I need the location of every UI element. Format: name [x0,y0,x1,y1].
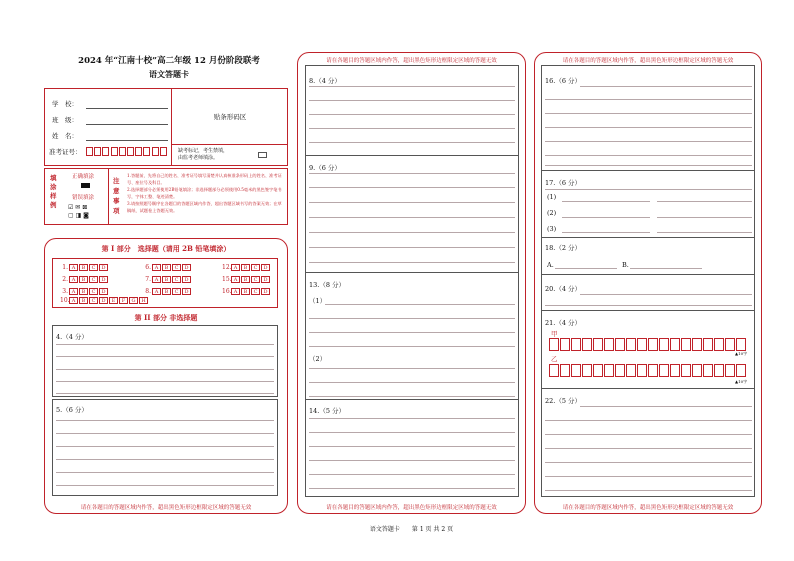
grid-cell[interactable] [549,364,559,377]
choice-option[interactable]: C [172,276,181,283]
answer-line[interactable] [309,446,515,447]
choice-option[interactable]: D [99,297,108,304]
answer-line[interactable] [309,488,515,489]
q20-label: 20.（4 分） [545,285,582,293]
q18-a-field[interactable] [555,268,617,269]
answer-line[interactable] [56,459,274,460]
bottom-note-middle: 请在各题目的答题区域内作答，超出黑色矩形边框限定区域的答题无效 [326,505,497,511]
name-field[interactable] [86,140,168,141]
grid-cell[interactable] [659,364,669,377]
absent-checkbox [258,152,267,158]
exam-no-cell[interactable] [86,147,93,156]
q8-label: 8.（4 分） [309,77,341,85]
q18-a-label: A. [547,261,554,269]
wrong-check-icon: ☑ ✉ ⊠ [68,204,88,211]
answer-line[interactable] [56,420,274,421]
exam-no-label: 准考证号： [49,148,82,156]
choice-number: 10. [60,297,70,304]
q13-q14-divider [305,399,519,400]
choice-option[interactable]: B [241,288,250,295]
choice-option[interactable]: A [69,264,78,271]
choice-option[interactable]: A [152,288,161,295]
school-label: 学 校： [52,100,78,108]
answer-line[interactable] [309,346,515,347]
answer-line[interactable] [56,472,274,473]
grid-cell[interactable] [604,338,614,351]
answer-line[interactable] [56,369,274,370]
part1-title: 第 I 部分 选择题（请用 2B 铅笔填涂） [101,244,231,253]
fill-correct-label: 正确填涂 [72,174,95,180]
grid-cell[interactable] [736,364,746,377]
page-footer: 语文答题卡 第 1 页 共 2 页 [369,526,454,533]
choice-row [60,297,149,304]
choice-option[interactable]: B [79,264,88,271]
q13-2-label: （2） [309,355,327,363]
top-note-middle: 请在各题目的答题区域内作答，超出黑色矩形边框限定区域的答题无效 [326,58,497,64]
choice-row [143,288,192,295]
grid-cell[interactable] [670,338,680,351]
answer-line[interactable] [562,217,650,218]
answer-line[interactable] [562,201,650,202]
answer-line[interactable] [309,318,515,319]
choice-number: 7. [145,276,151,283]
fill-wrong-label: 错误填涂 [72,195,95,201]
choice-option[interactable]: D [99,264,108,271]
grid-cell[interactable] [681,338,691,351]
q9-label: 9.（6 分） [309,164,341,172]
answer-line[interactable] [56,381,274,382]
grid-cell[interactable] [714,338,724,351]
choice-option[interactable]: G [129,297,138,304]
q5-label: 5.（6 分） [56,406,88,414]
answer-line[interactable] [545,189,752,190]
choice-row [60,288,109,295]
grid-cell[interactable] [604,364,614,377]
notice-text: 1.答题前，先将自己的姓名、准考证号填写清楚并认真核准条形码上的姓名、准考证号、座位号及科目。 2.选择题部分必须使用2B铅笔填涂；非选择题部分必须使用0.5毫米的黑色签字笔书写，字体工整、笔迹清楚。 3.请按照题号顺序在各题目的答题区域内作答，超出答题区域书写的答案无效；在草稿纸、试题卷上答题无效。 [127,173,282,213]
choice-option[interactable]: C [251,288,260,295]
answer-line[interactable] [545,420,752,421]
barcode-area: 贴条形码区 [213,113,247,121]
part2-title: 第 II 部分 非选择题 [134,313,198,322]
grid-cell[interactable] [615,338,625,351]
q9-q13-divider [305,272,519,273]
answer-line[interactable] [545,141,752,142]
grid-cell[interactable] [615,364,625,377]
choice-number: 8. [145,288,151,295]
exam-no-cell[interactable] [127,147,134,156]
grid-cell[interactable] [659,338,669,351]
choice-option[interactable]: A [69,288,78,295]
grid-cell[interactable] [648,364,658,377]
answer-line[interactable] [309,202,515,203]
exam-no-cell[interactable] [160,147,167,156]
choice-row [222,264,271,271]
grid-cell[interactable] [626,364,636,377]
q18-divider [541,274,755,275]
answer-line[interactable] [309,382,515,383]
grid-cell[interactable] [714,364,724,377]
answer-line[interactable] [309,217,515,218]
class-label: 班 级： [52,116,78,124]
answer-line[interactable] [56,344,274,345]
q21-yi-mark: ▲10字 [735,379,748,384]
q16-divider [541,170,755,171]
wrong-slash-icon: ▢ ◨ ◙ [68,212,89,219]
choice-option[interactable]: D [261,264,270,271]
q13-label: 13.（8 分） [309,281,346,289]
choice-option[interactable]: F [119,297,128,304]
exam-no-cell[interactable] [119,147,126,156]
notice-label: 注意事项 [113,177,120,215]
answer-line[interactable] [580,406,752,407]
choice-row [222,276,271,283]
q18-label: 18.（2 分） [545,244,582,252]
choice-option[interactable]: B [79,276,88,283]
choice-option[interactable]: D [182,288,191,295]
answer-line[interactable] [309,128,515,129]
choice-option[interactable]: B [162,288,171,295]
class-field[interactable] [86,124,168,125]
choice-option[interactable]: D [99,288,108,295]
choice-option[interactable]: D [261,276,270,283]
grid-cell[interactable] [637,364,647,377]
bottom-note-right: 请在各题目的答题区域内作答，超出黑色矩形边框限定区域的答题无效 [562,505,734,511]
answer-line[interactable] [545,434,752,435]
fill-correct-mark [81,183,90,188]
grid-cell[interactable] [626,338,636,351]
choice-row [143,276,192,283]
answer-line[interactable] [545,165,752,166]
answer-line[interactable] [562,232,650,233]
answer-line[interactable] [56,485,274,486]
q17-divider [541,237,755,238]
answer-line[interactable] [309,474,515,475]
choice-option[interactable]: C [172,288,181,295]
grid-cell[interactable] [703,338,713,351]
exam-no-cell[interactable] [102,147,109,156]
choice-option[interactable]: C [89,264,98,271]
school-field[interactable] [86,108,168,109]
grid-cell[interactable] [571,364,581,377]
q21-yi-label: 乙 [551,355,558,363]
answer-line[interactable] [325,304,515,305]
answer-line[interactable] [309,418,515,419]
grid-cell[interactable] [736,338,746,351]
answer-line[interactable] [309,100,515,101]
exam-no-cell[interactable] [143,147,150,156]
answer-line[interactable] [309,460,515,461]
choice-row [222,288,271,295]
choice-option[interactable]: C [251,276,260,283]
choice-row [60,264,109,271]
q22-label: 22.（5 分） [545,397,582,405]
grid-cell[interactable] [648,338,658,351]
grid-cell[interactable] [703,364,713,377]
answer-line[interactable] [545,155,752,156]
bottom-note-left: 请在各题目的答题区域内作答，超出黑色矩形边框限定区域的答题无效 [80,505,252,511]
page-title: 2024 年“江南十校”高二年级 12 月份阶段联考 [78,56,260,66]
q4-label: 4.（4 分） [56,333,88,341]
answer-line[interactable] [309,86,515,87]
answer-line[interactable] [309,332,515,333]
choice-number: 16. [222,288,232,295]
answer-line[interactable] [56,393,274,394]
q18-b-field[interactable] [630,268,702,269]
choice-number: 12. [222,264,232,271]
choice-option[interactable]: B [79,288,88,295]
q16-label: 16.（6 分） [545,77,582,85]
exam-no-cell[interactable] [111,147,118,156]
choice-number: 15. [222,276,232,283]
answer-line[interactable] [657,232,752,233]
answer-line[interactable] [309,142,515,143]
answer-line[interactable] [56,356,274,357]
grid-cell[interactable] [560,364,570,377]
q17-1-label: (1) [547,193,557,201]
grid-cell[interactable] [582,364,592,377]
choice-option[interactable]: A [69,276,78,283]
choice-option[interactable]: A [231,276,240,283]
choice-option[interactable]: B [162,264,171,271]
choice-option[interactable]: C [89,297,98,304]
choice-option[interactable]: A [152,264,161,271]
grid-cell[interactable] [725,364,735,377]
grid-cell[interactable] [681,364,691,377]
grid-cell[interactable] [670,364,680,377]
choice-number: 1. [62,264,68,271]
choice-option[interactable]: C [172,264,181,271]
q8-q9-divider [305,155,519,156]
choice-option[interactable]: D [99,276,108,283]
answer-line[interactable] [545,490,752,491]
answer-line[interactable] [309,368,515,369]
choice-option[interactable]: B [241,264,250,271]
choice-number: 2. [62,276,68,283]
choice-option[interactable]: A [231,288,240,295]
choice-option[interactable]: D [182,276,191,283]
choice-option[interactable]: D [182,264,191,271]
grid-cell[interactable] [549,338,559,351]
answer-line[interactable] [56,446,274,447]
grid-cell[interactable] [593,364,603,377]
absent-note: 缺考标记，考生禁填， 由监考老师填涂。 [178,148,229,161]
grid-cell[interactable] [692,338,702,351]
q14-label: 14.（5 分） [309,407,346,415]
q21-jia-mark: ▲10字 [735,351,748,356]
exam-no-cell[interactable] [94,147,101,156]
answer-line[interactable] [56,433,274,434]
choice-option[interactable]: B [162,276,171,283]
answer-line[interactable] [309,247,515,248]
answer-line[interactable] [580,294,752,295]
q17-label: 17.（6 分） [545,179,582,187]
top-note-right: 请在各题目的答题区域内作答，超出黑色矩形边框限定区域的答题无效 [562,58,734,64]
q17-3-label: (3) [547,225,557,233]
answer-line[interactable] [580,86,752,87]
choice-option[interactable]: A [231,264,240,271]
q21-divider [541,388,755,389]
answer-line[interactable] [545,448,752,449]
choice-row [60,276,109,283]
choice-option[interactable]: H [139,297,148,304]
answer-line[interactable] [309,187,515,188]
choice-number: 6. [145,264,151,271]
q17-2-label: (2) [547,209,557,217]
q13-1-label: （1） [309,297,327,305]
grid-cell[interactable] [593,338,603,351]
choice-number: 3. [62,288,68,295]
q21-label: 21.（4 分） [545,319,582,327]
grid-cell[interactable] [571,338,581,351]
choice-option[interactable]: A [69,297,78,304]
page-subtitle: 语文答题卡 [149,69,189,79]
answer-line[interactable] [545,127,752,128]
exam-no-cell[interactable] [135,147,142,156]
choice-option[interactable]: C [251,264,260,271]
choice-option[interactable]: C [89,288,98,295]
choice-row [143,264,192,271]
q20-divider [541,310,755,311]
grid-cell[interactable] [637,338,647,351]
answer-line[interactable] [545,113,752,114]
answer-line[interactable] [309,432,515,433]
absent-divider [172,144,288,145]
answer-line[interactable] [309,114,515,115]
answer-line[interactable] [309,262,515,263]
answer-line[interactable] [545,476,752,477]
answer-line[interactable] [309,232,515,233]
choice-option[interactable]: A [152,276,161,283]
grid-cell[interactable] [560,338,570,351]
choice-option[interactable]: E [109,297,118,304]
choice-option[interactable]: B [79,297,88,304]
choice-option[interactable]: D [261,288,270,295]
grid-cell[interactable] [582,338,592,351]
choice-option[interactable]: B [241,276,250,283]
name-label: 姓 名： [52,132,78,140]
answer-line[interactable] [309,396,515,397]
exam-no-cell[interactable] [152,147,159,156]
answer-line[interactable] [545,305,752,306]
right-inner-box [541,65,755,497]
answer-line[interactable] [309,173,515,174]
fill-wrong-marks [68,204,106,220]
answer-line[interactable] [657,201,752,202]
answer-line[interactable] [545,462,752,463]
choice-option[interactable]: C [89,276,98,283]
grid-cell[interactable] [725,338,735,351]
grid-cell[interactable] [692,364,702,377]
fill-divider [108,168,109,225]
answer-line[interactable] [657,217,752,218]
answer-line[interactable] [545,99,752,100]
q21-jia-label: 甲 [551,330,558,338]
fill-label: 填涂样例 [50,174,57,209]
q18-b-label: B. [622,261,629,269]
